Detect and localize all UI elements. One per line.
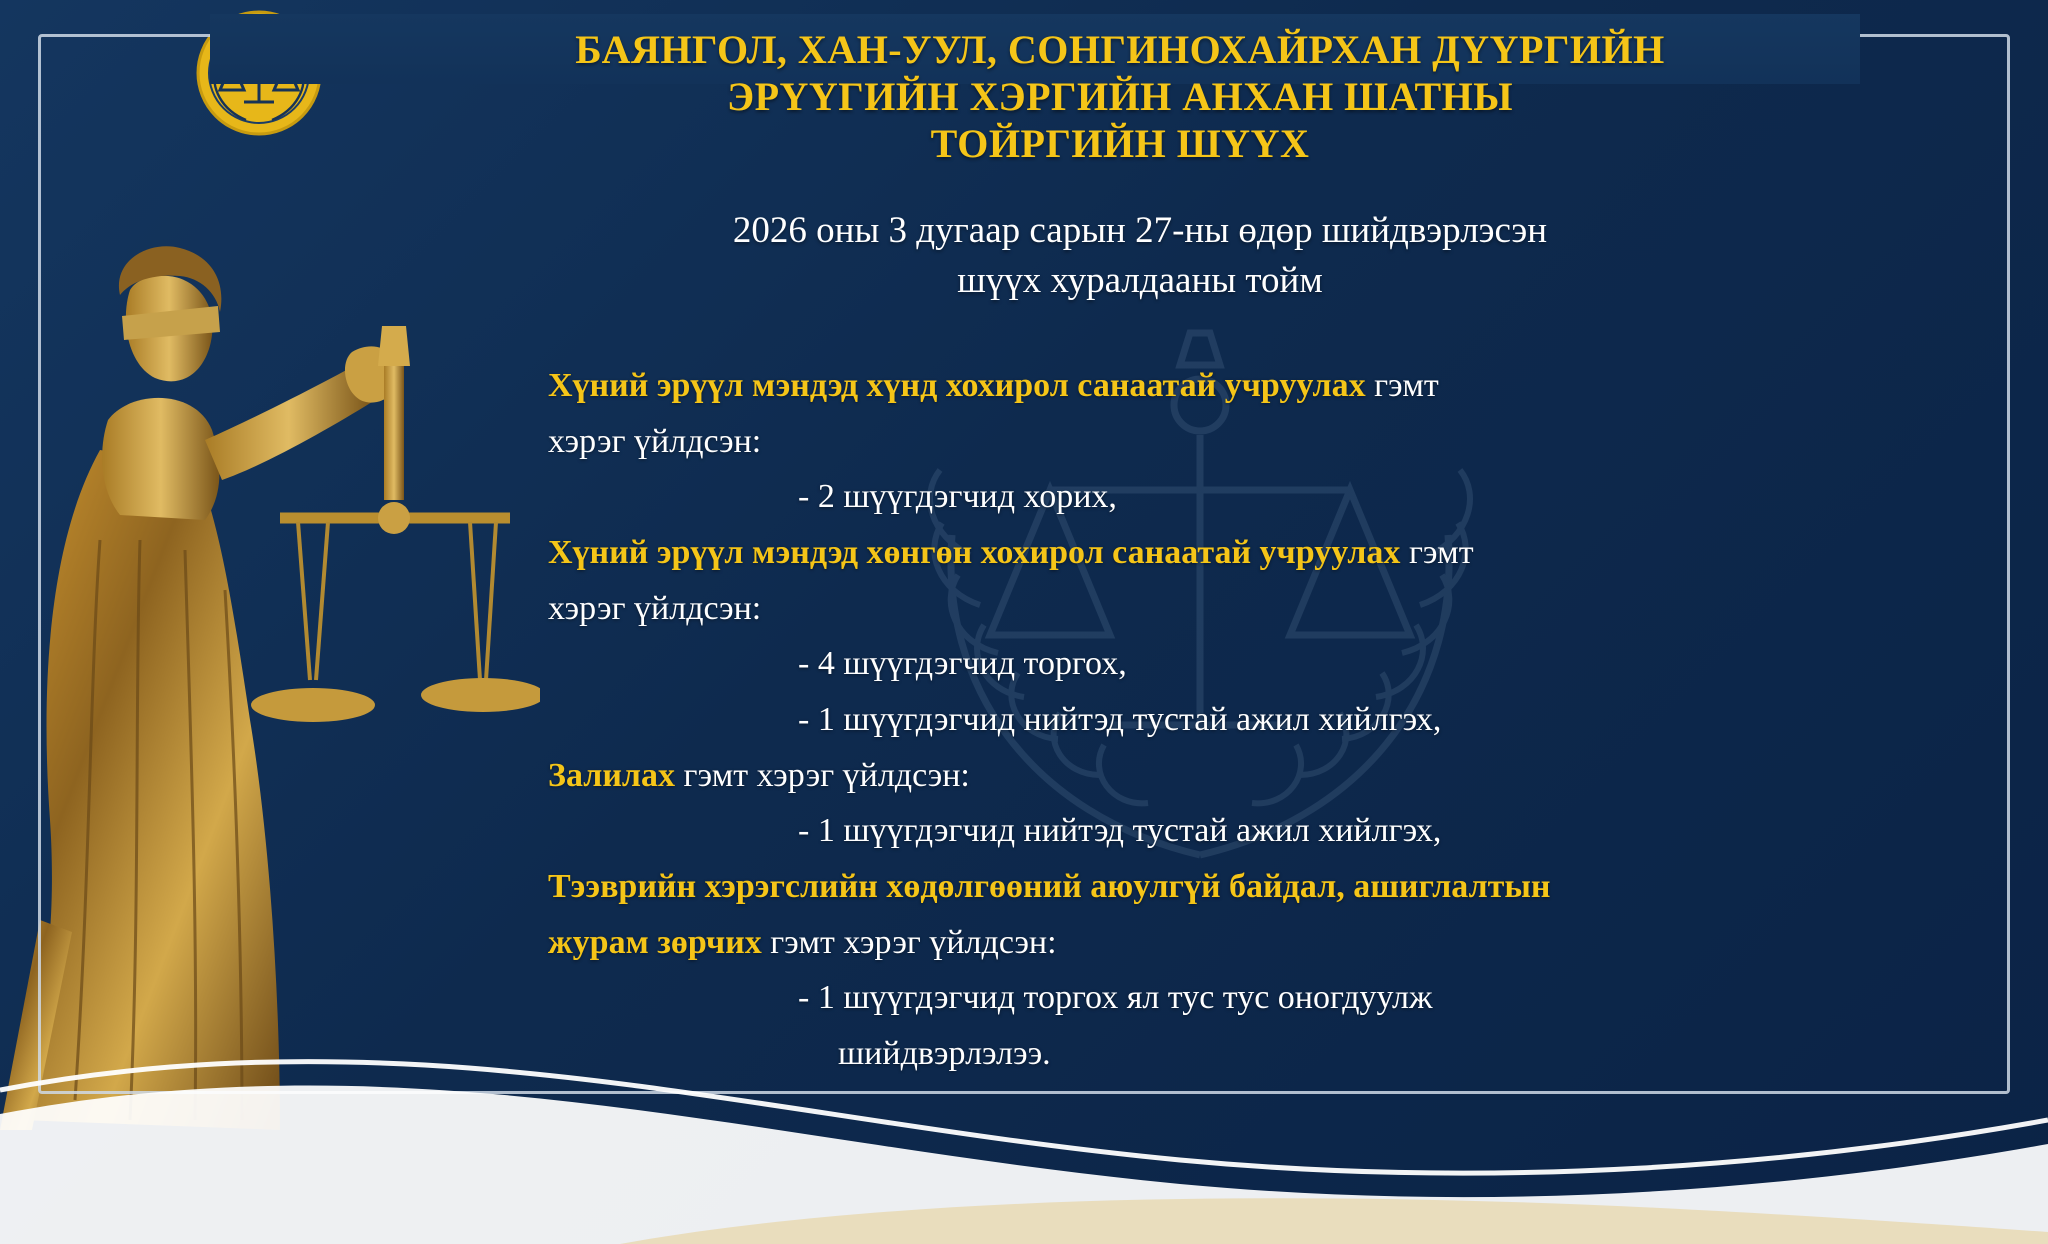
- case-2-title-cont: хэрэг үйлдсэн:: [548, 589, 762, 627]
- page-title: [340, 26, 1900, 168]
- case-1-rest: гэмт: [1365, 367, 1439, 404]
- case-2-rest: гэмт: [1400, 534, 1474, 572]
- case-1-title: [548, 360, 1948, 412]
- case-4-item-1: - 1 шүүгдэгчид торгох ял тус тус оногдуулж: [798, 979, 1433, 1017]
- case-2-title: [548, 527, 1948, 579]
- case-4-rest: гэмт хэрэг үйлдсэн:: [761, 923, 1057, 961]
- title-line-3: ТОЙРГИЙН ШҮҮХ: [930, 121, 1310, 167]
- subtitle-line-2: шүүх хуралдааны тойм: [957, 259, 1323, 301]
- subtitle-line-1: 2026 оны 3 дугаар сарын 27-ны өдөр шийдвэрлэсэн: [732, 210, 1548, 251]
- case-3-item-1: - 1 шүүгдэгчид нийтэд тустай ажил хийлгэх,: [798, 812, 1442, 850]
- case-4-highlight-line-2: журам зөрчих: [548, 923, 762, 961]
- case-3-rest: гэмт хэрэг үйлдсэн:: [675, 756, 970, 794]
- case-2-highlight: Хүний эрүүл мэндэд хөнгөн хохирол санаатай учруулах: [548, 534, 1401, 572]
- case-3-highlight: Залилах: [548, 756, 675, 794]
- case-2-item-1: - 4 шүүгдэгчид торгох,: [798, 645, 1127, 683]
- case-1-item-1: - 2 шүүгдэгчид хорих,: [798, 478, 1117, 516]
- case-4-title-line-1: [548, 861, 1948, 913]
- title-line-2: ЭРҮҮГИЙН ХЭРГИЙН АНХАН ШАТНЫ: [726, 74, 1514, 120]
- case-2-item-2: - 1 шүүгдэгчид нийтэд тустай ажил хийлгэх,: [798, 701, 1442, 739]
- case-4-item-1-cont: шийдвэрлэлээ.: [838, 1035, 1051, 1073]
- case-1-title-cont: хэрэг үйлдсэн:: [548, 422, 762, 460]
- case-1-highlight: Хүний эрүүл мэндэд хүнд хохирол санаатай учруулах: [548, 367, 1366, 404]
- case-4-highlight-line-1: Тээврийн хэрэгслийн хөдөлгөөний аюулгүй байдал, ашиглалтын: [548, 868, 1551, 906]
- case-4-title-line-2: [548, 917, 1948, 969]
- title-line-1: БАЯНГОЛ, ХАН-УУЛ, СОНГИНОХАЙРХАН ДҮҮРГИЙН: [575, 27, 1665, 72]
- case-3-title: [548, 750, 1948, 802]
- subtitle: [430, 206, 1850, 306]
- summary-body: [548, 360, 1948, 1084]
